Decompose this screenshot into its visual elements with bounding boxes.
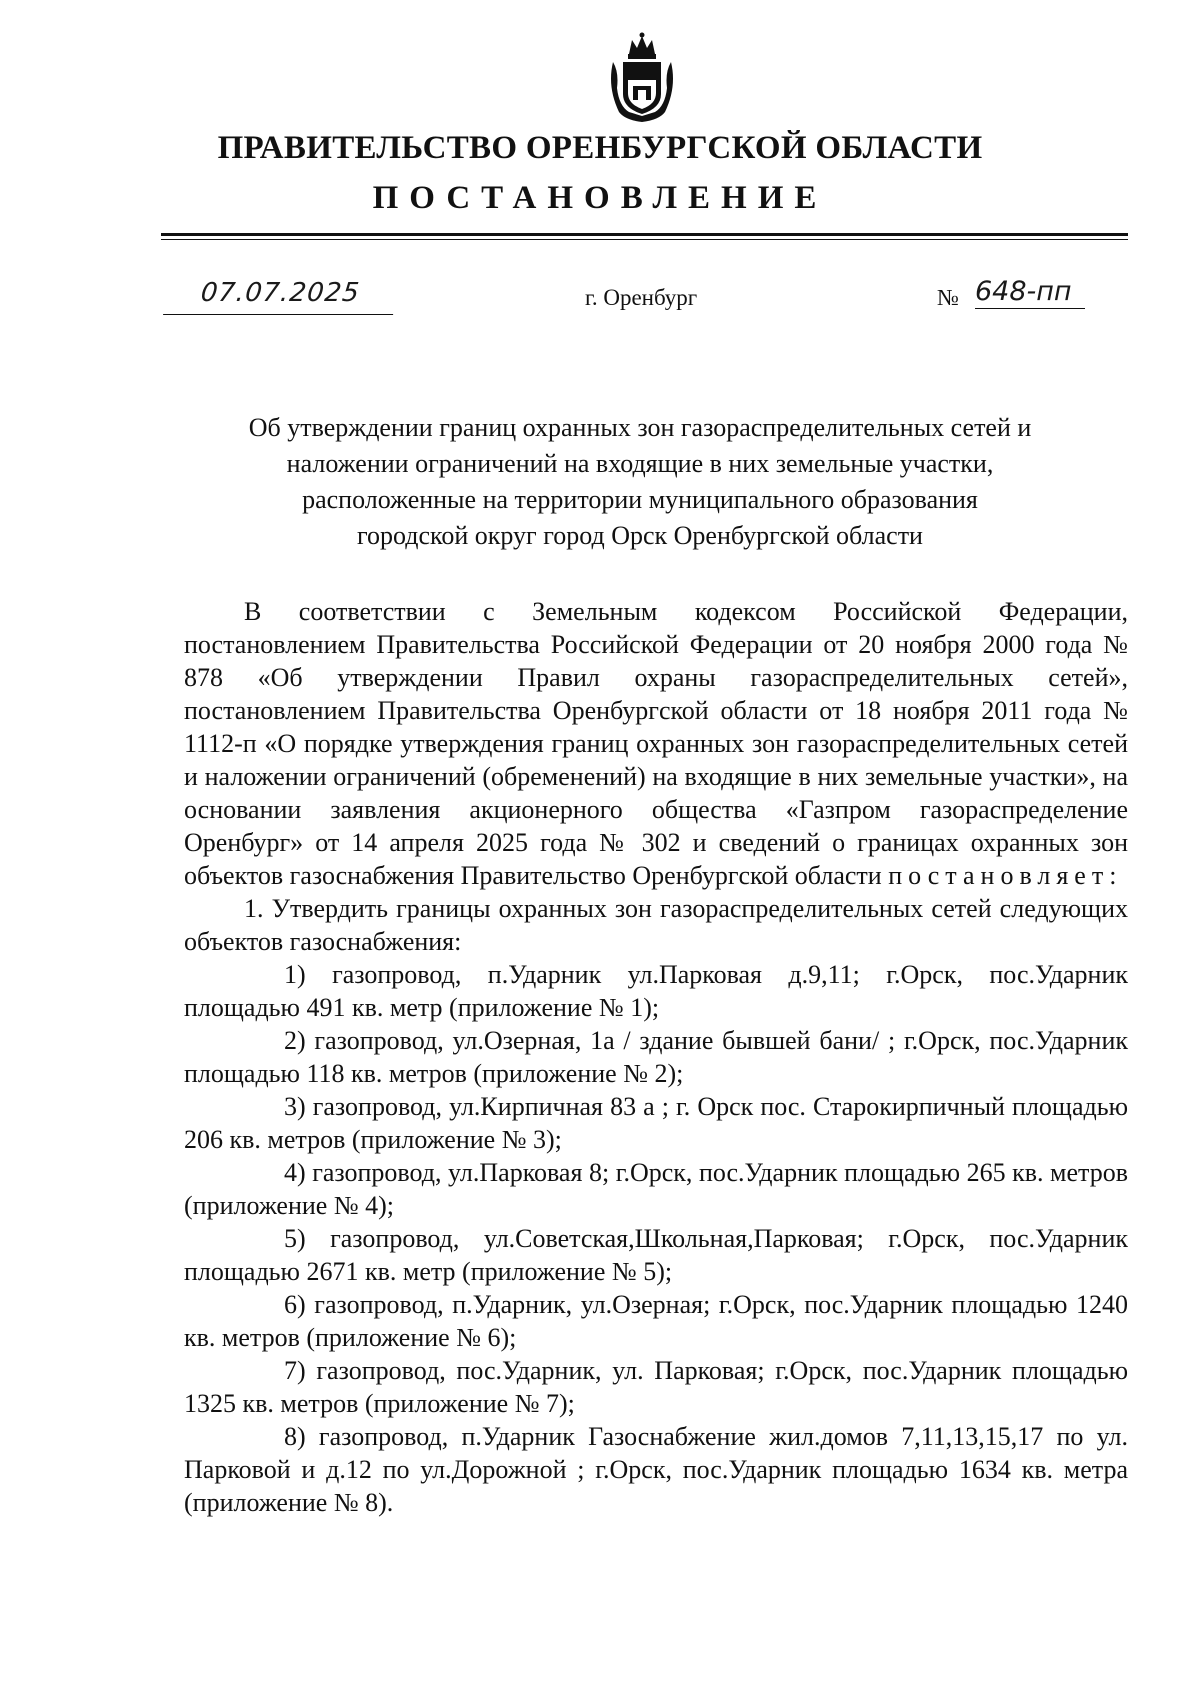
document-number-label: № [937, 285, 959, 310]
document-type: ПОСТАНОВЛЕНИЕ [372, 180, 828, 216]
list-item: 1) газопровод, п.Ударник ул.Парковая д.9,11; г.Орск, пос.Ударник площадью 491 кв. метр (приложение № 1); [184, 960, 1128, 1022]
list-item: 2) газопровод, ул.Озерная, 1а / здание бывшей бани/ ; г.Орск, пос.Ударник площадью 118 кв. метров (приложение № 2); [184, 1026, 1128, 1088]
title-line: Об утверждении границ охранных зон газораспределительных сетей и [248, 413, 1032, 442]
title-line: городской округ город Орск Оренбургской области [357, 521, 923, 550]
clause-1: 1. Утвердить границы охранных зон газораспределительных сетей следующих объектов газоснабжения: [184, 894, 1128, 956]
document-city: г. Оренбург [585, 285, 698, 310]
coat-of-arms-icon [605, 32, 679, 124]
document-body [184, 595, 1128, 1519]
list-item: 4) газопровод, ул.Парковая 8; г.Орск, пос.Ударник площадью 265 кв. метров (приложение № 4); [184, 1158, 1128, 1220]
document-title [160, 410, 1120, 554]
list-item: 8) газопровод, п.Ударник Газоснабжение жил.домов 7,11,13,15,17 по ул. Парковой и д.12 по ул.Дорожной ; г.Орск, пос.Ударник площадью 1634 кв. метра (приложение № 8). [184, 1422, 1128, 1517]
preamble-text: В соответствии с Земельным кодексом Российской Федерации, постановлением Правительства Российской Федерации от 20 ноября 2000 года № 878 «Об утверждении Правил охраны газораспределительных сетей», постановлением Правительства Оренбургской области от 18 ноября 2011 года № 1112-п «О порядке утверждения границ охранных зон газораспределительных сетей и наложении ограничений (обременений) на входящие в них земельные участки», на основании заявления акционерного общества «Газпром газораспределение Оренбург» от 14 апреля 2025 года № 302 и сведений о границах охранных зон объектов газоснабжения Правительство Оренбургской области [184, 597, 1128, 890]
title-line: наложении ограничений на входящие в них земельные участки, [286, 449, 994, 478]
list-item: 5) газопровод, ул.Советская,Школьная,Парковая; г.Орск, пос.Ударник площадью 2671 кв. метр (приложение № 5); [184, 1224, 1128, 1286]
decree-word: постановляет: [888, 861, 1123, 890]
preamble-paragraph [184, 595, 1128, 892]
title-line: расположенные на территории муниципального образования [302, 485, 978, 514]
document-date: 07.07.2025 [163, 278, 397, 315]
header-divider-thick [161, 233, 1128, 236]
organization-name: ПРАВИТЕЛЬСТВО ОРЕНБУРГСКОЙ ОБЛАСТИ [217, 130, 983, 166]
list-item: 3) газопровод, ул.Кирпичная 83 а ; г. Орск пос. Старокирпичный площадью 206 кв. метров (приложение № 3); [184, 1092, 1128, 1154]
document-number: 648-пп [975, 276, 1085, 309]
header-divider-thin [161, 239, 1128, 240]
list-item: 6) газопровод, п.Ударник, ул.Озерная; г.Орск, пос.Ударник площадью 1240 кв. метров (приложение № 6); [184, 1290, 1128, 1352]
list-item: 7) газопровод, пос.Ударник, ул. Парковая; г.Орск, пос.Ударник площадью 1325 кв. метров (приложение № 7); [184, 1356, 1128, 1418]
